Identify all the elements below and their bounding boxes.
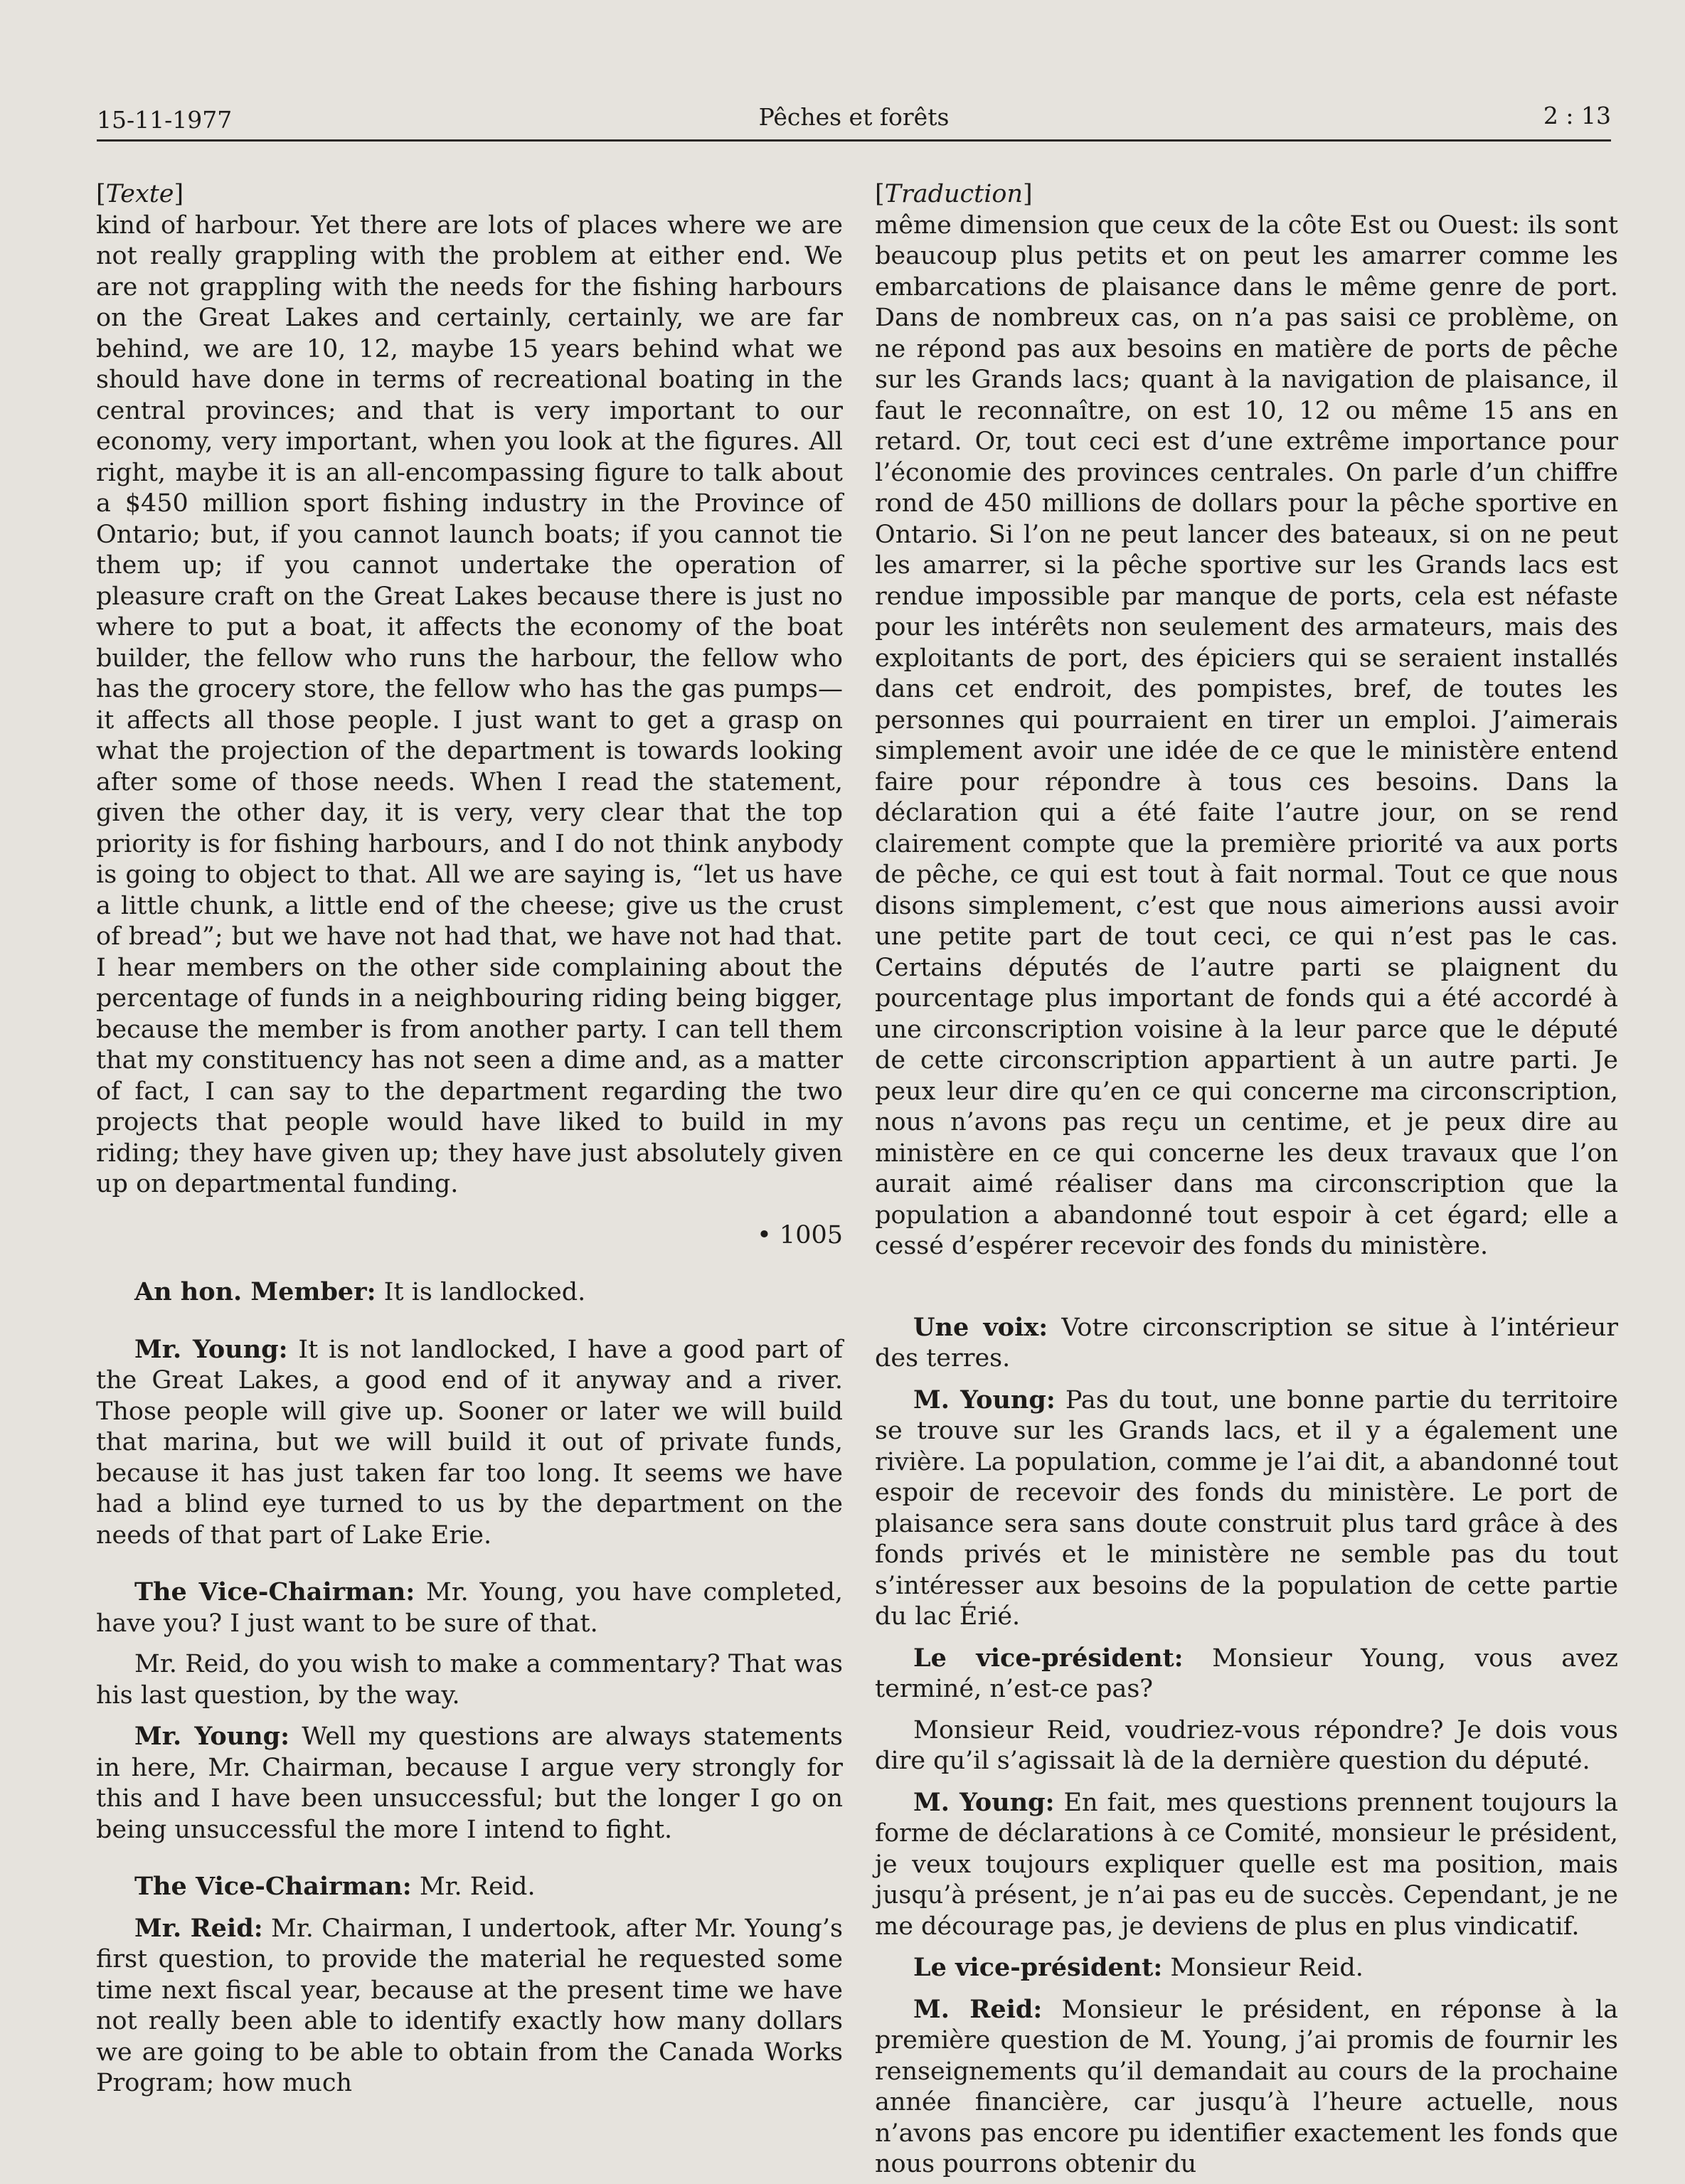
header-page-number: 2 : 13 [1543,102,1611,129]
french-paragraph: même dimension que ceux de la côte Est ou Ouest: ils sont beaucoup plus petits et on peut les amarrer comme les embarcations de plaisance dans le même genre de port. Dans de nombreux cas, on n’a pas saisi ce problème, on ne répond pas aux besoins en matière de ports de pêche sur les Grands lacs; quant à la navigation de plaisance, il faut le reconnaître, on est 10, 12 ou même 15 ans en retard. Or, tout ceci est d’une extrême importance pour l’économie des provinces centrales. On parle d’un chiffre rond de 450 millions de dollars pour la pêche sportive en Ontario. Si l’on ne peut lancer des bateaux, si on ne peut les amarrer, si la pêche sportive sur les Grands lacs est rendue impossible par manque de ports, cela est néfaste pour les intérêts non seulement des armateurs, mais des exploitants de port, des épiciers qui se seraient installés dans cet endroit, des pompistes, bref, de toutes les personnes qui pourraient en tirer un emploi. J’aimerais simplement avoir une idée de ce que le ministère entend faire pour répondre à tous ces besoins. Dans la déclaration qui a été faite l’autre jour, on se rend clairement compte que la première priorité va aux ports de pêche, ce qui est tout à fait normal. Tout ce que nous disons simplement, c’est que nous aimerions aussi avoir une petite part de tout ceci, ce qui n’est pas le cas. Certains députés de l’autre parti se plaignent du pourcentage plus important de fonds qui a été accordé à une circonscription voisine à la leur parce que le député de cette circonscription appartient à un autre parti. Je peux leur dire qu’en ce qui concerne ma circonscription, nous n’avons pas reçu un centime, et je peux dire au ministère en ce qui concerne les deux travaux que l’on aurait aimé réaliser dans ma circonscription que la population a abandonné tout espoir à cet égard; elle a cessé d’espérer recevoir des fonds du ministère. [875,211,1618,1260]
french-speech: Le vice-président: Monsieur Young, vous avez terminé, n’est-ce pas? [875,1643,1618,1703]
speaker-name: Mr. Reid: [134,1913,263,1943]
english-paragraph: kind of harbour. Yet there are lots of places where we are not really grappling with the problem at either end. We are not grappling with the needs for the fishing harbours on the Great Lakes and certainly, certainly, we are far behind, we are 10, 12, maybe 15 years behind what we should have done in terms of recreational boating in the central provinces; and that is very important to our economy, very important, when you look at the figures. All right, maybe it is an all-encompassing figure to talk about a $450 million sport fishing industry in the Province of Ontario; but, if you cannot launch boats; if you cannot tie them up; if you cannot undertake the operation of pleasure craft on the Great Lakes because there is just no where to put a boat, it affects the economy of the boat builder, the fellow who runs the harbour, the fellow who has the grocery store, the fellow who has the gas pumps—it affects all those people. I just want to get a grasp on what the projection of the department is towards looking after some of those needs. When I read the statement, given the other day, it is very, very clear that the top priority is for fishing harbours, and I do not think anybody is going to object to that. All we are saying is, “let us have a little chunk, a little end of the cheese; give us the crust of bread”; but we have not had that, we have not had that. I hear members on the other side complaining about the percentage of funds in a neighbouring riding being bigger, because the member is from another party. I can tell them that my constituency has not seen a dime and, as a matter of fact, I can say to the department regarding the two projects that people would have liked to build in my riding; they have given up; they have just absolutely given up on departmental funding. [96,211,843,1198]
time-marker: • 1005 [757,1220,843,1250]
speaker-name: Mr. Young: [134,1722,290,1751]
french-speech: M. Reid: Monsieur le président, en réponse à la première question de M. Young, j’ai promis de fournir les renseignements qu’il demandait au cours de la prochaine année financière, car jusqu’à l’heure actuelle, nous n’avons pas encore pu identifier exactement les fonds que nous pourrons obtenir du [875,1994,1618,2178]
speaker-name: Le vice-président: [913,1643,1184,1673]
speaker-name: An hon. Member: [134,1277,376,1306]
french-column [875,179,1618,2180]
english-speech: An hon. Member: It is landlocked. [134,1277,586,1306]
speaker-name: Une voix: [913,1312,1048,1342]
french-speech: Le vice-président: Monsieur Reid. [913,1953,1364,1982]
english-column [96,179,843,2099]
speaker-name: The Vice-Chairman: [134,1872,412,1901]
english-speech: Mr. Reid, do you wish to make a commentary? That was his last question, by the way. [96,1650,843,1710]
english-speech: The Vice-Chairman: Mr. Young, you have completed, have you? I just want to be sure of that. [96,1577,843,1638]
speaker-name: Mr. Young: [134,1334,288,1364]
english-speech: The Vice-Chairman: Mr. Reid. [134,1872,536,1901]
header-date: 15-11-1977 [97,106,233,134]
speaker-name: M. Young: [913,1385,1056,1415]
speaker-name: M. Reid: [913,1994,1043,2024]
french-speech: M. Young: En fait, mes questions prennent toujours la forme de déclarations à ce Comité, monsieur le président, je veux toujours expliquer quelle est ma position, mais jusqu’à présent, je n’ai pas eu de succès. Cependant, je ne me décourage pas, je deviens de plus en plus vindicatif. [875,1787,1619,1941]
speaker-name: Le vice-président: [913,1953,1163,1982]
french-speech: Une voix: Votre circonscription se situe à l’intérieur des terres. [875,1312,1619,1373]
english-speech: Mr. Young: It is not landlocked, I have a good part of the Great Lakes, a good end of it anyway and a river. Those people will give up. Sooner or later we will build that marina, but we will build it out of private funds, because it has just taken far too long. It seems we have had a blind eye turned to us by the department on the needs of that part of Lake Erie. [96,1334,843,1550]
page-header [97,92,1611,142]
header-title: Pêches et forêts [758,103,950,131]
speaker-name: M. Young: [913,1787,1055,1817]
english-speech: Mr. Reid: Mr. Chairman, I undertook, after Mr. Young’s first question, to provide the material he requested some time next fiscal year, because at the present time we have not really been able to identify exactly how many dollars we are going to be able to obtain from the Canada Works Program; how much [96,1913,844,2097]
translation-tag: [Traduction] [875,180,1033,208]
french-speech: M. Young: Pas du tout, une bonne partie du territoire se trouve sur les Grands lacs, et il y a également une rivière. La population, comme je l’ai dit, a abandonné tout espoir de recevoir des fonds du ministère. Le port de plaisance sera sans doute construit plus tard grâce à des fonds privés et le ministère ne semble pas du tout s’intéresser aux besoins de la population de cette partie du lac Érié. [875,1385,1619,1631]
speaker-name: The Vice-Chairman: [134,1577,415,1607]
text-tag: [Texte] [96,180,184,208]
english-speech: Mr. Young: Well my questions are always statements in here, Mr. Chairman, because I argue very strongly for this and I have been unsuccessful; but the longer I go on being unsuccessful the more I intend to fight. [96,1722,843,1844]
french-speech: Monsieur Reid, voudriez-vous répondre? Je dois vous dire qu’il s’agissait là de la dernière question du député. [875,1715,1618,1775]
